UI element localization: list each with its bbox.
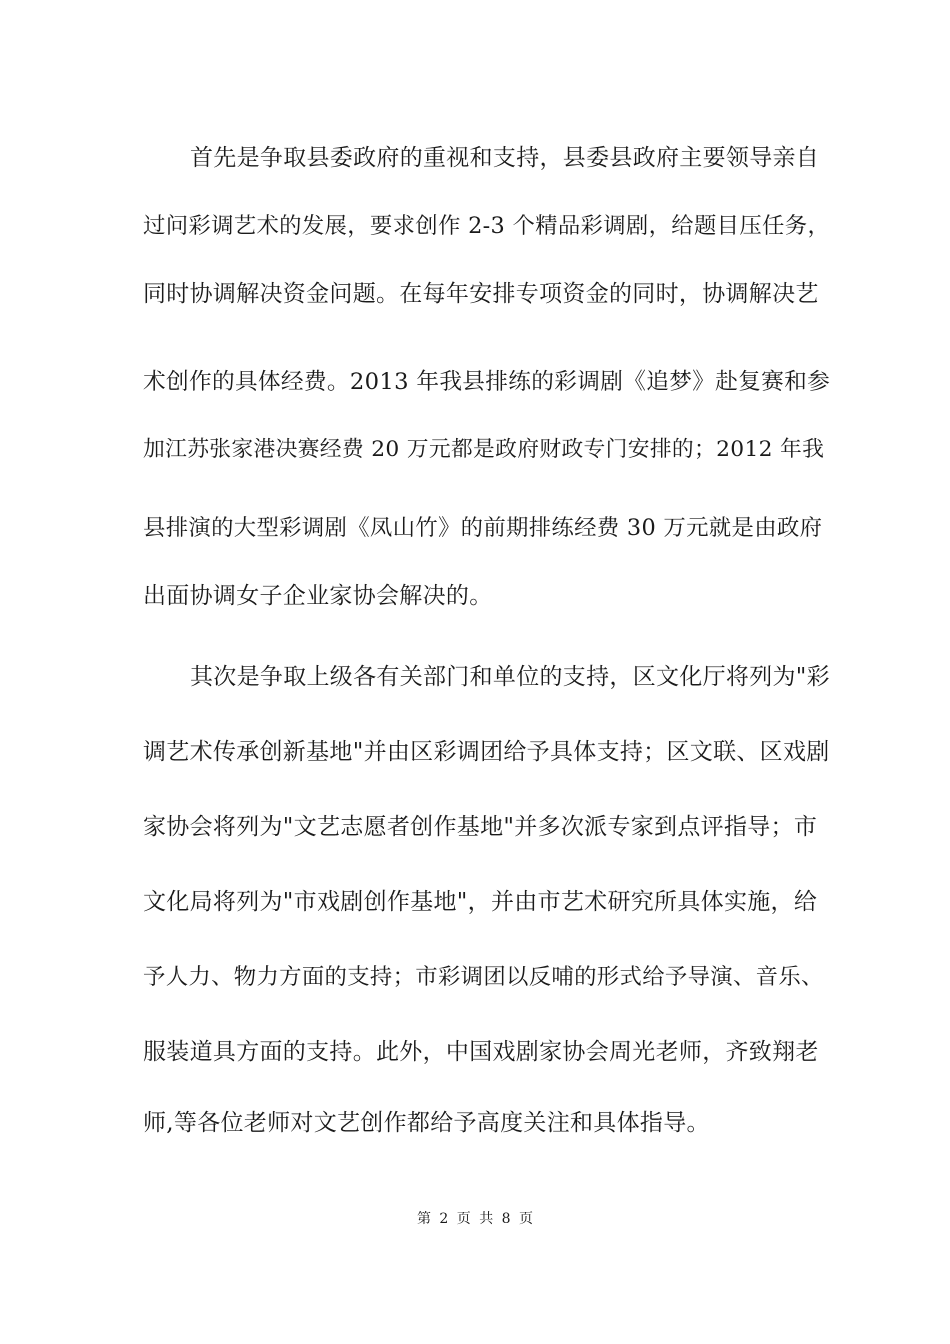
text-line: 文化局将列为"市戏剧创作基地"，并由市艺术研究所具体实施，给 [143, 889, 818, 915]
text-line: 调艺术传承创新基地"并由区彩调团给予具体支持；区文联、区戏剧 [143, 739, 830, 765]
text-line: 出面协调女子企业家协会解决的。 [143, 583, 493, 609]
text-line: 服装道具方面的支持。此外，中国戏剧家协会周光老师，齐致翔老 [143, 1039, 819, 1065]
text-line: 加江苏张家港决赛经费 20 万元都是政府财政专门安排的；2012 年我 [143, 437, 825, 462]
page-number-footer: 第 2 页 共 8 页 [416, 1211, 534, 1227]
text-line: 其次是争取上级各有关部门和单位的支持，区文化厅将列为"彩 [190, 664, 830, 690]
text-line: 县排演的大型彩调剧《凤山竹》的前期排练经费 30 万元就是由政府 [143, 515, 823, 541]
text-line: 首先是争取县委政府的重视和支持，县委县政府主要领导亲自 [190, 145, 820, 171]
text-line: 同时协调解决资金问题。在每年安排专项资金的同时，协调解决艺 [143, 281, 819, 307]
text-line: 过问彩调艺术的发展，要求创作 2-3 个精品彩调剧，给题目压任务， [143, 213, 831, 239]
text-line: 予人力、物力方面的支持；市彩调团以反哺的形式给予导演、音乐、 [143, 964, 824, 990]
text-line: 师,等各位老师对文艺创作都给予高度关注和具体指导。 [143, 1110, 710, 1136]
text-line: 家协会将列为"文艺志愿者创作基地"并多次派专家到点评指导；市 [143, 814, 818, 840]
text-line: 术创作的具体经费。2013 年我县排练的彩调剧《追梦》赴复赛和参 [143, 369, 831, 395]
